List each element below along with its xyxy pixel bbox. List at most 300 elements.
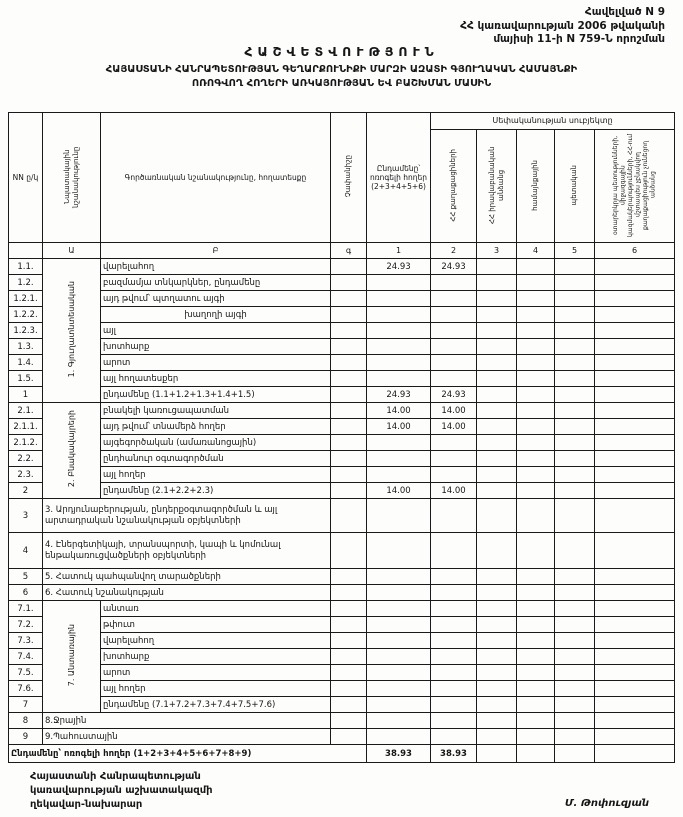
decree-line-1: ՀՀ կառավարության 2006 թվականի: [460, 19, 665, 32]
row-label: խաղողի այգի: [101, 307, 331, 323]
table-cell: [477, 665, 517, 681]
table-cell: [477, 307, 517, 323]
signature-org-line-1: Հայաստանի Հանրապետության: [30, 771, 201, 782]
table-cell: [517, 275, 555, 291]
document-title: ՀԱՇՎԵՏՎՈՒԹՅՈՒՆ: [244, 44, 439, 59]
table-cell: [595, 649, 675, 665]
table-cell: [331, 387, 367, 403]
col-header-community-text: համայնքային: [531, 159, 540, 211]
table-cell: [555, 259, 595, 275]
table-cell: [431, 275, 477, 291]
ownership-group-header: Սեփականության սուբյեկտը: [431, 113, 675, 130]
table-row: [9, 259, 675, 275]
row-number: 2.3.: [9, 467, 43, 483]
table-cell: [331, 419, 367, 435]
table-cell: [367, 617, 431, 633]
table-cell: [431, 435, 477, 451]
table-cell: [517, 729, 555, 745]
col-header-legal-entities: [477, 130, 517, 243]
table-cell: [477, 569, 517, 585]
table-row: [9, 275, 675, 291]
table-cell: [431, 665, 477, 681]
table-cell: [595, 355, 675, 371]
table-cell: [431, 729, 477, 745]
signature-org-line-2: կառավարության աշխատակազմի: [30, 785, 213, 796]
value-total: 14.00: [367, 403, 431, 419]
table-cell: [517, 483, 555, 499]
table-cell: [431, 681, 477, 697]
table-cell: [595, 467, 675, 483]
table-cell: [431, 499, 477, 533]
table-cell: [555, 569, 595, 585]
table-cell: [517, 451, 555, 467]
section-label-text: 2. Բնակավայրերի: [66, 410, 76, 488]
table-cell: [595, 451, 675, 467]
table-cell: [331, 633, 367, 649]
table-cell: [431, 291, 477, 307]
table-cell: [595, 681, 675, 697]
table-cell: [517, 601, 555, 617]
row-number: 7.4.: [9, 649, 43, 665]
row-label: այլ հողեր: [101, 681, 331, 697]
value-total: 14.00: [367, 419, 431, 435]
table-cell: [517, 467, 555, 483]
table-cell: [431, 371, 477, 387]
table-row: [9, 403, 675, 419]
column-letter: 4: [517, 243, 555, 259]
table-cell: [367, 633, 431, 649]
table-cell: [555, 713, 595, 729]
table-cell: [595, 435, 675, 451]
col-header-purpose-text: Նպատակային նշանակությունը: [62, 145, 80, 208]
table-cell: [595, 585, 675, 601]
row-number: 3: [9, 499, 43, 533]
table-cell: [477, 403, 517, 419]
row-number: 7.6.: [9, 681, 43, 697]
row-label: այգեգործական (ամառանոցային): [101, 435, 331, 451]
table-cell: [477, 387, 517, 403]
table-row: [9, 451, 675, 467]
table-cell: [331, 355, 367, 371]
table-cell: [367, 601, 431, 617]
table-cell: [555, 307, 595, 323]
table-cell: [331, 665, 367, 681]
table-cell: [595, 713, 675, 729]
table-cell: [595, 499, 675, 533]
table-cell: [595, 745, 675, 763]
table-row: [9, 713, 675, 729]
table-cell: [431, 585, 477, 601]
table-cell: [331, 483, 367, 499]
grand-total-label: Ընդամենը՝ ոռոգելի հողեր (1+2+3+4+5+6+7+8+9): [9, 745, 367, 763]
table-cell: [367, 291, 431, 307]
table-cell: [595, 533, 675, 569]
table-cell: [431, 451, 477, 467]
table-cell: [367, 435, 431, 451]
row-number: 1.1.: [9, 259, 43, 275]
table-cell: [331, 339, 367, 355]
row-label: բնակելի կառուցապատման: [101, 403, 331, 419]
table-row: [9, 745, 675, 763]
table-cell: [331, 569, 367, 585]
table-row: [9, 729, 675, 745]
col-header-total: Ընդամենը՝ ոռոգելի հողեր (2+3+4+5+6): [367, 113, 431, 243]
col-header-foreign: [595, 130, 675, 243]
table-cell: [517, 387, 555, 403]
table-cell: [331, 451, 367, 467]
table-cell: [555, 617, 595, 633]
table-cell: [331, 435, 367, 451]
table-row: [9, 339, 675, 355]
table-cell: [517, 355, 555, 371]
table-cell: [431, 569, 477, 585]
section-label-text: 7. Անտառային: [66, 623, 76, 687]
col-header-citizens-text: ՀՀ քաղաքացիների: [449, 148, 458, 222]
row-label: 5. Հատուկ պահպանվող տարածքների: [43, 569, 331, 585]
table-row: [9, 307, 675, 323]
table-cell: [367, 665, 431, 681]
column-letter: 2: [431, 243, 477, 259]
table-row: [9, 499, 675, 533]
table-cell: [367, 451, 431, 467]
decree-line-2: մայիսի 11-ի N 759-Ն որոշման: [493, 33, 665, 46]
table-cell: [517, 585, 555, 601]
table-cell: [331, 467, 367, 483]
table-cell: [431, 649, 477, 665]
table-cell: [517, 697, 555, 713]
table-cell: [431, 323, 477, 339]
row-label: այդ թվում՝ տնամերձ հողեր: [101, 419, 331, 435]
value-citizens: 14.00: [431, 483, 477, 499]
row-number: 1.4.: [9, 355, 43, 371]
table-cell: [477, 371, 517, 387]
table-cell: [431, 533, 477, 569]
table-cell: [517, 633, 555, 649]
table-cell: [555, 323, 595, 339]
row-number: 7.2.: [9, 617, 43, 633]
table-cell: [477, 259, 517, 275]
table-cell: [331, 713, 367, 729]
table-cell: [331, 729, 367, 745]
row-number: 1.3.: [9, 339, 43, 355]
table-cell: [331, 275, 367, 291]
table-body: [9, 259, 675, 763]
row-label: այդ թվում՝ պտղատու այգի: [101, 291, 331, 307]
table-cell: [431, 713, 477, 729]
row-number: 1: [9, 387, 43, 403]
column-letter: 5: [555, 243, 595, 259]
table-cell: [595, 665, 675, 681]
row-number: 2.1.1.: [9, 419, 43, 435]
table-cell: [555, 339, 595, 355]
table-row: [9, 419, 675, 435]
table-cell: [477, 633, 517, 649]
table-cell: [517, 649, 555, 665]
row-label: այլ հողեր: [101, 467, 331, 483]
table-cell: [367, 371, 431, 387]
table-row: [9, 371, 675, 387]
table-cell: [331, 585, 367, 601]
subtitle-line-1: ՀԱՅԱՍՏԱՆԻ ՀԱՆՐԱՊԵՏՈՒԹՅԱՆ ԳԵՂԱՐՔՈՒՆԻՔԻ ՄԱՐԶԻ ԱԶԱՏԻ ԳՅՈՒՂԱԿԱՆ ՀԱՄԱՅՆՔԻ: [105, 64, 578, 75]
table-cell: [555, 387, 595, 403]
table-cell: [555, 729, 595, 745]
table-row: [9, 467, 675, 483]
table-cell: [477, 451, 517, 467]
value-total: 38.93: [367, 745, 431, 763]
table-cell: [555, 467, 595, 483]
row-label: ընդամենը (2.1+2.2+2.3): [101, 483, 331, 499]
row-label: անտառ: [101, 601, 331, 617]
table-cell: [331, 617, 367, 633]
table-cell: [367, 533, 431, 569]
document-subtitle: [0, 63, 683, 90]
table-cell: [331, 499, 367, 533]
table-cell: [477, 533, 517, 569]
signature-org-line-3: ղեկավար-նախարար: [30, 799, 143, 810]
unit-cell: [331, 259, 367, 275]
table-cell: [595, 259, 675, 275]
subtitle-line-2: ՈՌՈԳՎՈՂ ՀՈՂԵՐԻ ԱՌԿԱՅՈՒԹՅԱՆ ԵՎ ԲԱՇԽՄԱՆ ՄԱՍԻՆ: [191, 77, 492, 89]
col-header-legal-entities-text: ՀՀ իրավաբանական անձանց: [487, 146, 505, 224]
row-label: խոտհարք: [101, 339, 331, 355]
table-cell: [555, 419, 595, 435]
row-number: 7: [9, 697, 43, 713]
table-cell: [555, 499, 595, 533]
table-cell: [477, 291, 517, 307]
table-cell: [517, 403, 555, 419]
table-cell: [367, 467, 431, 483]
table-cell: [431, 617, 477, 633]
table-cell: [595, 483, 675, 499]
table-cell: [431, 467, 477, 483]
table-cell: [431, 633, 477, 649]
table-cell: [331, 533, 367, 569]
table-cell: [367, 713, 431, 729]
table-cell: [477, 483, 517, 499]
row-label: 4. Էներգետիկայի, տրանսպորտի, կապի և կոմունալ ենթակառուցվածքների օբյեկտների: [43, 533, 331, 569]
column-letter: Ա: [43, 243, 101, 259]
table-cell: [431, 697, 477, 713]
row-label: վարելահող: [101, 633, 331, 649]
column-letter: գ: [331, 243, 367, 259]
row-number: 1.2.2.: [9, 307, 43, 323]
column-letter: 6: [595, 243, 675, 259]
value-citizens: 14.00: [431, 403, 477, 419]
table-row: [9, 585, 675, 601]
table-cell: [595, 323, 675, 339]
table-cell: [477, 339, 517, 355]
table-cell: [477, 435, 517, 451]
table-cell: [595, 387, 675, 403]
row-label: արոտ: [101, 355, 331, 371]
table-cell: [555, 533, 595, 569]
value-citizens: 24.93: [431, 387, 477, 403]
table-row: [9, 617, 675, 633]
table-cell: [517, 291, 555, 307]
table-cell: [555, 275, 595, 291]
table-cell: [477, 467, 517, 483]
section-label: [43, 403, 101, 499]
table-cell: [477, 713, 517, 729]
table-cell: [517, 681, 555, 697]
table-cell: [367, 499, 431, 533]
row-number: 2.2.: [9, 451, 43, 467]
table-row: [9, 681, 675, 697]
table-cell: [431, 355, 477, 371]
table-cell: [595, 633, 675, 649]
table-cell: [517, 713, 555, 729]
col-header-unit-text: Չափանիշը: [344, 155, 353, 198]
row-label: 8.Ջրային: [43, 713, 331, 729]
table-cell: [555, 371, 595, 387]
table-cell: [477, 745, 517, 763]
table-row: [9, 533, 675, 569]
row-label: 3. Արդյունաբերության, ընդերքօգտագործման և այլ արտադրական նշանակության օբյեկտների: [43, 499, 331, 533]
section-label-text: 1. Գյուղատնտեսական: [66, 280, 76, 378]
table-row: [9, 435, 675, 451]
value-total: 24.93: [367, 387, 431, 403]
table-cell: [367, 569, 431, 585]
table-row: [9, 601, 675, 617]
value-total: 24.93: [367, 259, 431, 275]
table-cell: [595, 275, 675, 291]
appendix-number: Հավելված N 9: [584, 6, 665, 18]
table-cell: [555, 585, 595, 601]
table-cell: [595, 697, 675, 713]
table-cell: [555, 681, 595, 697]
table-cell: [555, 649, 595, 665]
table-cell: [517, 371, 555, 387]
row-number: 6: [9, 585, 43, 601]
column-letter: 1: [367, 243, 431, 259]
section-label: [43, 601, 101, 713]
row-label: ընդամենը (7.1+7.2+7.3+7.4+7.5+7.6): [101, 697, 331, 713]
row-label: ընդամենը (1.1+1.2+1.3+1.4+1.5): [101, 387, 331, 403]
value-citizens: 14.00: [431, 419, 477, 435]
table-cell: [367, 275, 431, 291]
value-citizens: 38.93: [431, 745, 477, 763]
table-cell: [555, 601, 595, 617]
table-cell: [517, 259, 555, 275]
value-citizens: 24.93: [431, 259, 477, 275]
row-number: 1.2.3.: [9, 323, 43, 339]
table-row: [9, 323, 675, 339]
irrigated-lands-table: [8, 112, 675, 763]
table-cell: [331, 697, 367, 713]
table-cell: [367, 339, 431, 355]
table-cell: [517, 665, 555, 681]
table-cell: [595, 307, 675, 323]
table-cell: [477, 729, 517, 745]
table-cell: [595, 339, 675, 355]
table-cell: [517, 745, 555, 763]
table-cell: [331, 323, 367, 339]
table-cell: [367, 681, 431, 697]
table-cell: [595, 729, 675, 745]
table-row: [9, 483, 675, 499]
table-cell: [367, 585, 431, 601]
table-cell: [517, 569, 555, 585]
table-cell: [367, 649, 431, 665]
table-cell: [595, 403, 675, 419]
row-number: 2.1.: [9, 403, 43, 419]
table-cell: [555, 745, 595, 763]
row-number: 9: [9, 729, 43, 745]
row-number: 8: [9, 713, 43, 729]
table-row: [9, 697, 675, 713]
table-cell: [555, 665, 595, 681]
table-cell: [477, 697, 517, 713]
row-label: 6. Հատուկ նշանակության: [43, 585, 331, 601]
table-cell: [517, 307, 555, 323]
table-cell: [331, 403, 367, 419]
table-cell: [555, 483, 595, 499]
table-cell: [477, 419, 517, 435]
table-cell: [517, 419, 555, 435]
row-number: 7.3.: [9, 633, 43, 649]
table-row: [9, 665, 675, 681]
table-cell: [517, 323, 555, 339]
table-cell: [367, 729, 431, 745]
table-cell: [555, 403, 595, 419]
table-cell: [331, 371, 367, 387]
row-label: խոտհարք: [101, 649, 331, 665]
col-header-citizens: [431, 130, 477, 243]
table-row: [9, 355, 675, 371]
column-letter: 3: [477, 243, 517, 259]
row-number: 1.5.: [9, 371, 43, 387]
table-cell: [555, 435, 595, 451]
table-row: [9, 387, 675, 403]
col-header-functional: Գործառնական նշանակությունը, հողատեսքը: [101, 113, 331, 243]
table-cell: [367, 307, 431, 323]
row-label: 9.Պահուստային: [43, 729, 331, 745]
table-cell: [477, 617, 517, 633]
table-cell: [595, 419, 675, 435]
row-number: 7.1.: [9, 601, 43, 617]
group-header-row: [9, 113, 675, 130]
col-header-foreign-text: օտարերկրյա պետությունների, միջազգային կազմակերպությունների, ՀՀ-ում մշտապես չբնակվող քաղաքացիություն չունեցող անձանց: [612, 133, 657, 237]
row-label: արոտ: [101, 665, 331, 681]
table-cell: [367, 697, 431, 713]
table-row: [9, 291, 675, 307]
section-label: [43, 259, 101, 403]
table-cell: [477, 585, 517, 601]
column-letter: [9, 243, 43, 259]
table-cell: [595, 371, 675, 387]
table-cell: [367, 323, 431, 339]
table-cell: [595, 601, 675, 617]
row-label: այլ: [101, 323, 331, 339]
row-label: թփուտ: [101, 617, 331, 633]
signature-block: [30, 770, 213, 812]
table-cell: [367, 355, 431, 371]
row-label: բազմամյա տնկարկներ, ընդամենը: [101, 275, 331, 291]
table-cell: [477, 499, 517, 533]
table-header: [9, 113, 675, 259]
column-letters-row: [9, 243, 675, 259]
table-cell: [331, 291, 367, 307]
table-cell: [331, 601, 367, 617]
table-cell: [477, 275, 517, 291]
row-number: 1.2.1.: [9, 291, 43, 307]
table-cell: [431, 339, 477, 355]
appendix-block: [460, 6, 665, 47]
col-header-state: [555, 130, 595, 243]
table-cell: [595, 569, 675, 585]
row-number: 2.1.2.: [9, 435, 43, 451]
table-cell: [595, 617, 675, 633]
